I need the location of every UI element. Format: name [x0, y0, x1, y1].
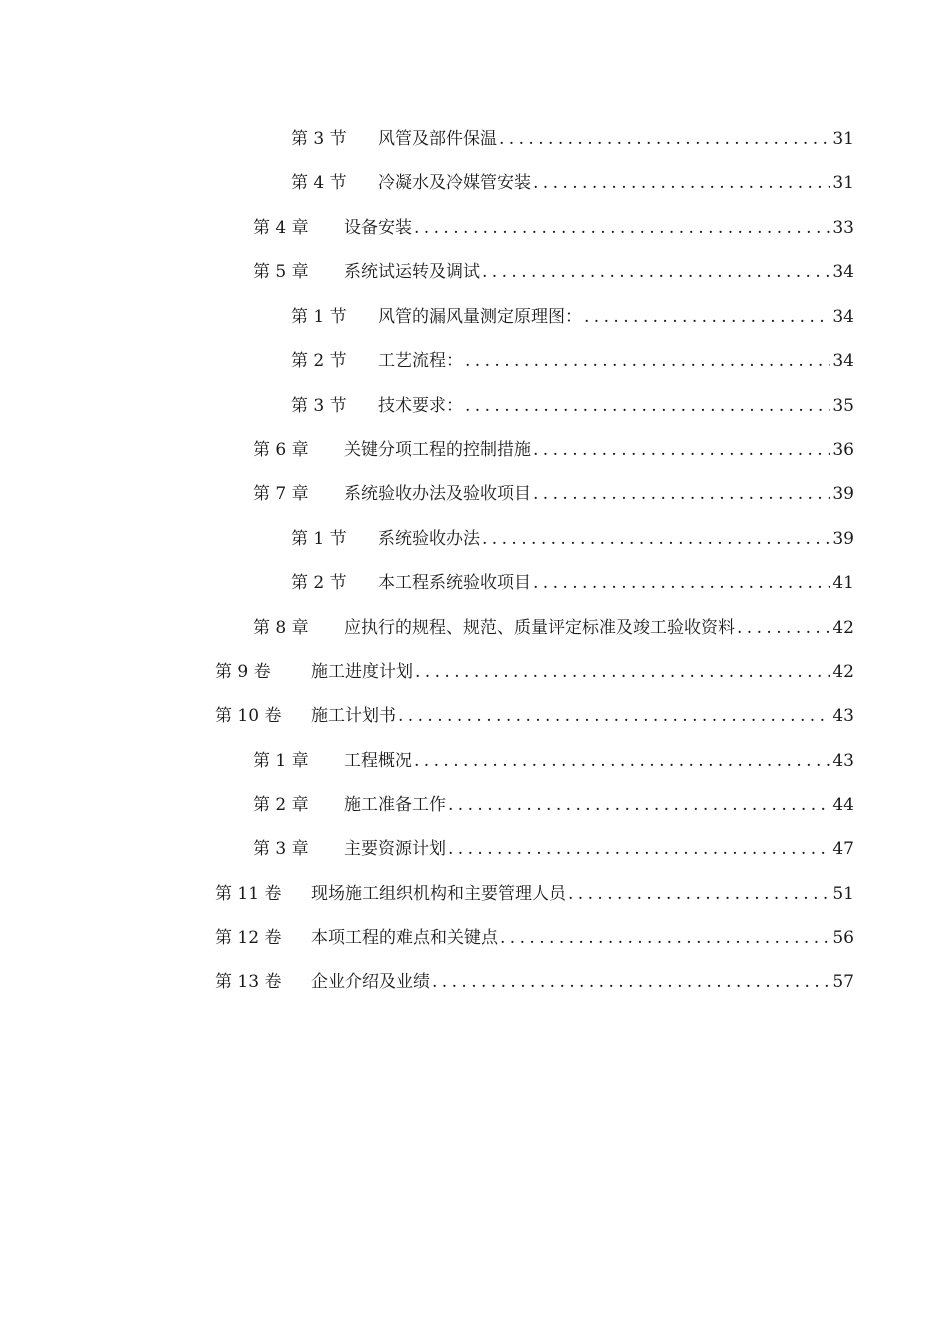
- dot-leader: [500, 926, 830, 950]
- toc-entry-title: 施工进度计划: [311, 662, 413, 682]
- toc-entry-number: 第 5 章: [253, 262, 309, 282]
- dot-leader: [465, 394, 830, 418]
- toc-entry-title: 系统试运转及调试: [344, 262, 480, 282]
- toc-entry[interactable]: [253, 616, 854, 640]
- toc-entry[interactable]: [253, 837, 854, 861]
- dot-leader: [533, 438, 830, 462]
- toc-entry-number: 第 13 卷: [215, 972, 282, 992]
- toc-entry-number: 第 2 节: [291, 351, 347, 371]
- toc-entry-page: 39: [832, 484, 854, 504]
- toc-entry-title: 风管的漏风量测定原理图：: [378, 307, 582, 327]
- toc-entry-page: 31: [832, 129, 854, 149]
- toc-entry-title: 系统验收办法: [378, 529, 480, 549]
- dot-leader: [499, 127, 830, 151]
- toc-entry-number: 第 12 卷: [215, 928, 282, 948]
- toc-entry-title: 本工程系统验收项目: [378, 573, 531, 593]
- toc-entry-page: 51: [832, 884, 854, 904]
- dot-leader: [737, 616, 830, 640]
- toc-entry[interactable]: [215, 926, 854, 950]
- toc-entry[interactable]: [215, 882, 854, 906]
- toc-entry[interactable]: [215, 970, 854, 994]
- toc-entry[interactable]: [215, 704, 854, 728]
- toc-entry-page: 41: [832, 573, 854, 593]
- dot-leader: [398, 704, 830, 728]
- toc-entry-title: 工艺流程：: [378, 351, 463, 371]
- toc-entry-page: 39: [832, 529, 854, 549]
- toc-entry[interactable]: [291, 527, 854, 551]
- toc-entry-number: 第 9 卷: [215, 662, 271, 682]
- toc-entry[interactable]: [253, 216, 854, 240]
- dot-leader: [415, 660, 830, 684]
- toc-entry-number: 第 11 卷: [215, 884, 282, 904]
- toc-entry-number: 第 4 章: [253, 218, 309, 238]
- toc-entry-number: 第 2 节: [291, 573, 347, 593]
- toc-entry-number: 第 2 章: [253, 795, 309, 815]
- toc-entry-number: 第 1 节: [291, 307, 347, 327]
- toc-entry-title: 工程概况: [344, 751, 412, 771]
- toc-entry[interactable]: [291, 127, 854, 151]
- toc-entry-title: 主要资源计划: [344, 839, 446, 859]
- toc-entry-page: 34: [832, 351, 854, 371]
- toc-entry[interactable]: [291, 571, 854, 595]
- toc-entry[interactable]: [291, 171, 854, 195]
- toc-entry-title: 施工准备工作: [344, 795, 446, 815]
- toc-entry-title: 现场施工组织机构和主要管理人员: [311, 884, 566, 904]
- dot-leader: [568, 882, 830, 906]
- dot-leader: [584, 305, 830, 329]
- toc-entry-title: 系统验收办法及验收项目: [344, 484, 531, 504]
- toc-entry[interactable]: [253, 793, 854, 817]
- dot-leader: [414, 749, 830, 773]
- dot-leader: [533, 571, 830, 595]
- toc-entry[interactable]: [253, 260, 854, 284]
- toc-entry-page: 36: [832, 440, 854, 460]
- dot-leader: [448, 793, 830, 817]
- toc-entry-title: 技术要求：: [378, 396, 463, 416]
- toc-entry-page: 44: [832, 795, 854, 815]
- dot-leader: [414, 216, 830, 240]
- toc-entry-page: 34: [832, 262, 854, 282]
- toc-entry-title: 关键分项工程的控制措施: [344, 440, 531, 460]
- toc-entry-page: 43: [832, 751, 854, 771]
- dot-leader: [482, 527, 830, 551]
- toc-entry-number: 第 10 卷: [215, 706, 282, 726]
- toc-entry[interactable]: [253, 749, 854, 773]
- toc-entry-page: 56: [832, 928, 854, 948]
- toc-entry-page: 42: [832, 662, 854, 682]
- dot-leader: [533, 171, 830, 195]
- toc-entry-title: 施工计划书: [311, 706, 396, 726]
- toc-entry-number: 第 8 章: [253, 618, 309, 638]
- toc-entry-title: 冷凝水及冷媒管安装: [378, 173, 531, 193]
- toc-entry-title: 本项工程的难点和关键点: [311, 928, 498, 948]
- dot-leader: [465, 349, 830, 373]
- toc-entry[interactable]: [215, 660, 854, 684]
- toc-entry-number: 第 1 章: [253, 751, 309, 771]
- toc-entry[interactable]: [253, 438, 854, 462]
- toc-entry-number: 第 7 章: [253, 484, 309, 504]
- toc-entry-title: 风管及部件保温: [378, 129, 497, 149]
- toc-entry-number: 第 1 节: [291, 529, 347, 549]
- toc-entry-page: 35: [832, 396, 854, 416]
- toc-entry-page: 57: [832, 972, 854, 992]
- toc-entry-page: 34: [832, 307, 854, 327]
- toc-entry[interactable]: [291, 349, 854, 373]
- toc-entry[interactable]: [291, 305, 854, 329]
- toc-entry[interactable]: [291, 394, 854, 418]
- toc-entry-number: 第 3 节: [291, 396, 347, 416]
- toc-entry-number: 第 3 节: [291, 129, 347, 149]
- dot-leader: [482, 260, 830, 284]
- toc-entry-title: 企业介绍及业绩: [311, 972, 430, 992]
- toc-entry-page: 33: [832, 218, 854, 238]
- toc-entry-number: 第 4 节: [291, 173, 347, 193]
- toc-entry-title: 设备安装: [344, 218, 412, 238]
- toc-entry[interactable]: [253, 482, 854, 506]
- dot-leader: [448, 837, 830, 861]
- toc-entry-page: 42: [832, 618, 854, 638]
- toc-entry-number: 第 3 章: [253, 839, 309, 859]
- toc-entry-title: 应执行的规程、规范、质量评定标准及竣工验收资料: [344, 618, 735, 638]
- toc-entry-page: 31: [832, 173, 854, 193]
- toc-entry-page: 47: [832, 839, 854, 859]
- toc-entry-number: 第 6 章: [253, 440, 309, 460]
- dot-leader: [432, 970, 830, 994]
- toc-entry-page: 43: [832, 706, 854, 726]
- dot-leader: [533, 482, 830, 506]
